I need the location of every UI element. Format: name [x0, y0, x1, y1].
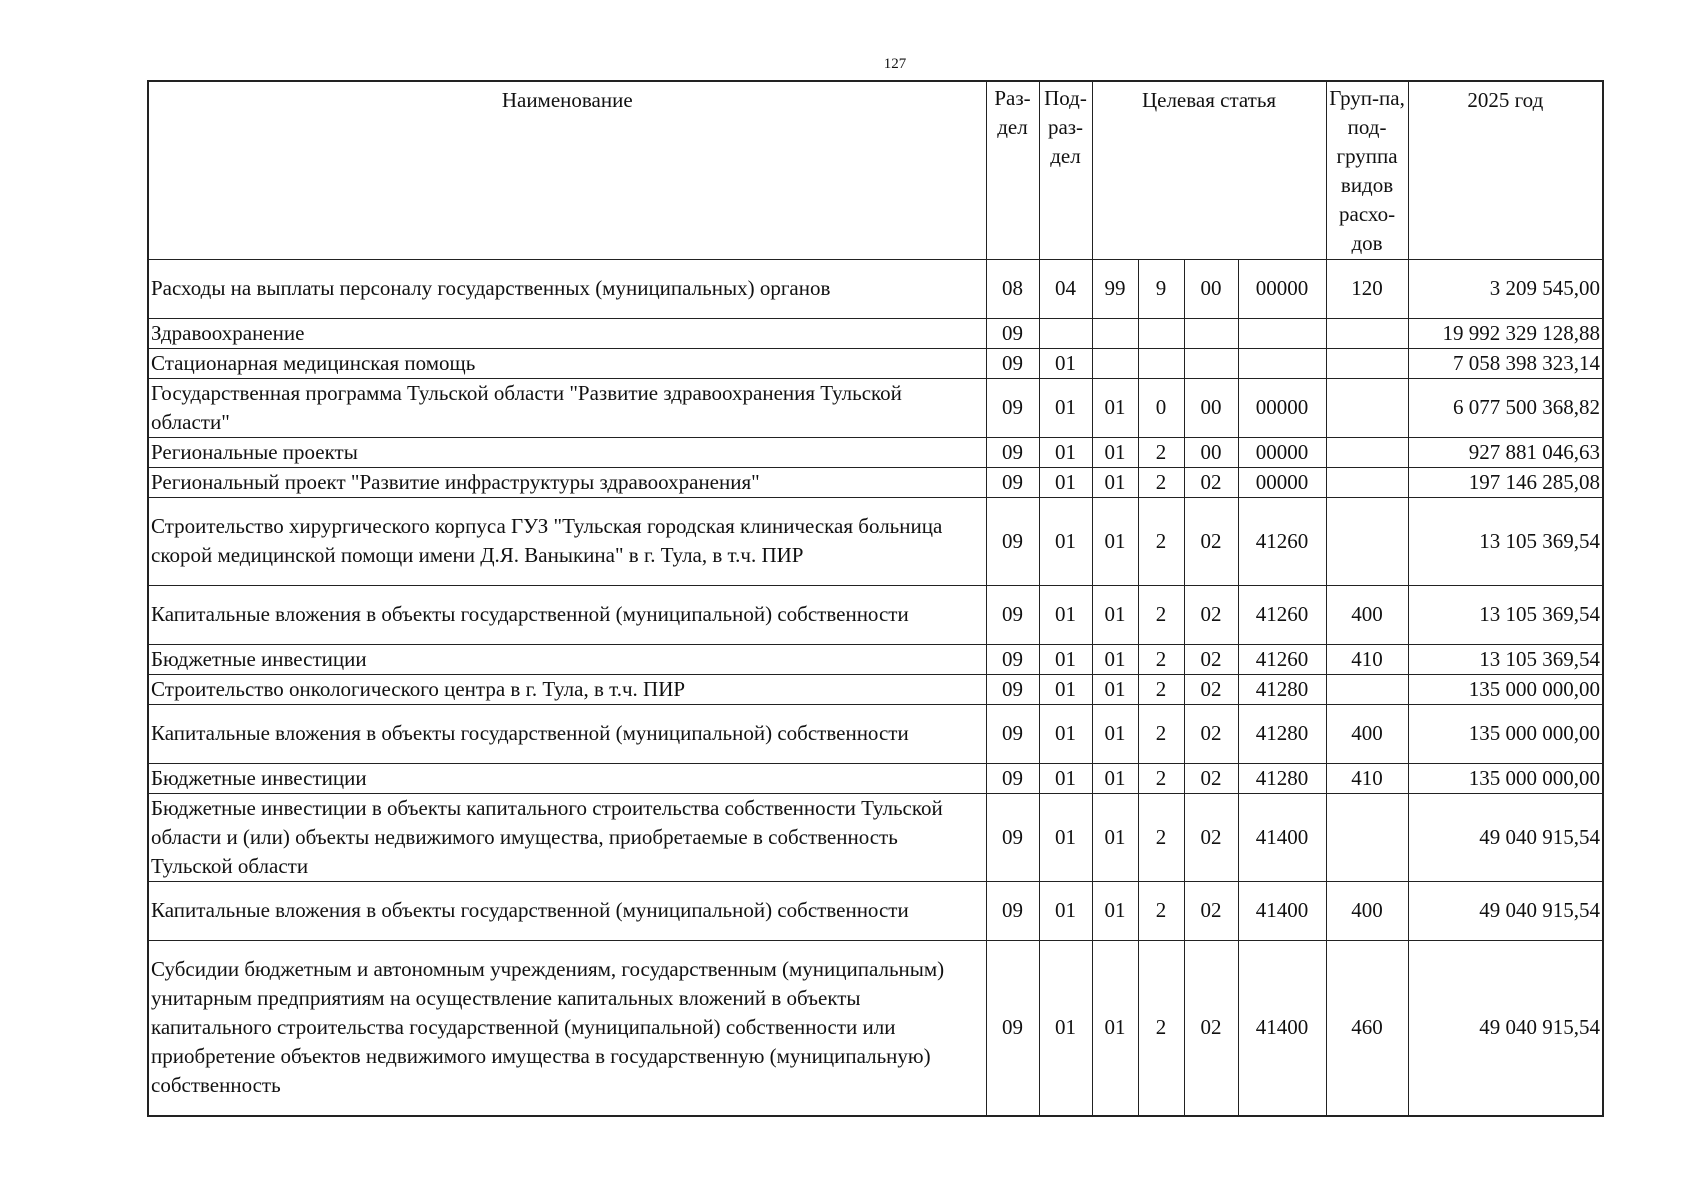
row-target-2: 2 [1138, 704, 1184, 763]
row-target-3: 02 [1184, 674, 1238, 704]
row-target-3: 02 [1184, 763, 1238, 793]
row-group [1326, 437, 1408, 467]
row-name: Бюджетные инвестиции [148, 763, 986, 793]
row-podrazdel: 01 [1039, 437, 1092, 467]
row-name: Капитальные вложения в объекты государственной (муниципальной) собственности [148, 881, 986, 940]
row-amount: 135 000 000,00 [1408, 674, 1603, 704]
header-podrazdel: Под-раз-дел [1039, 81, 1092, 259]
table-row [148, 467, 1603, 497]
table-row [148, 318, 1603, 348]
row-amount: 3 209 545,00 [1408, 259, 1603, 318]
row-target-3: 00 [1184, 378, 1238, 437]
header-target-article: Целевая статья [1092, 81, 1326, 259]
row-podrazdel: 01 [1039, 378, 1092, 437]
row-razdel: 09 [986, 674, 1039, 704]
row-target-2: 2 [1138, 793, 1184, 881]
table-row [148, 704, 1603, 763]
row-target-4: 41260 [1238, 585, 1326, 644]
table-row [148, 259, 1603, 318]
row-name: Здравоохранение [148, 318, 986, 348]
row-target-3: 02 [1184, 940, 1238, 1116]
row-group [1326, 378, 1408, 437]
row-amount: 7 058 398 323,14 [1408, 348, 1603, 378]
row-podrazdel: 01 [1039, 467, 1092, 497]
table-row [148, 881, 1603, 940]
row-name: Строительство хирургического корпуса ГУЗ "Тульская городская клиническая больница скорой медицинской помощи имени Д.Я. Ваныкина" в г. Тула, в т.ч. ПИР [148, 497, 986, 585]
table-row [148, 497, 1603, 585]
row-podrazdel: 01 [1039, 763, 1092, 793]
row-group: 460 [1326, 940, 1408, 1116]
row-target-4: 41260 [1238, 497, 1326, 585]
row-target-3: 02 [1184, 467, 1238, 497]
row-target-2 [1138, 318, 1184, 348]
row-group [1326, 793, 1408, 881]
row-podrazdel: 01 [1039, 793, 1092, 881]
page-number: 127 [883, 56, 907, 72]
table-row [148, 644, 1603, 674]
row-target-1: 01 [1092, 467, 1138, 497]
row-amount: 13 105 369,54 [1408, 644, 1603, 674]
row-name: Расходы на выплаты персоналу государственных (муниципальных) органов [148, 259, 986, 318]
row-razdel: 09 [986, 793, 1039, 881]
row-podrazdel: 01 [1039, 881, 1092, 940]
row-podrazdel: 01 [1039, 644, 1092, 674]
row-target-2: 2 [1138, 467, 1184, 497]
row-name: Субсидии бюджетным и автономным учреждениям, государственным (муниципальным) унитарным предприятиям на осуществление капитальных вложений в объекты капитального строительства государственной (муниципальной) собственности или приобретение объектов недвижимого имущества в государственную (муниципальную) собственность [148, 940, 986, 1116]
row-name: Строительство онкологического центра в г. Тула, в т.ч. ПИР [148, 674, 986, 704]
row-target-3: 02 [1184, 793, 1238, 881]
header-year: 2025 год [1408, 81, 1603, 259]
row-podrazdel: 01 [1039, 497, 1092, 585]
row-target-2: 2 [1138, 644, 1184, 674]
row-target-4: 00000 [1238, 259, 1326, 318]
row-target-4: 00000 [1238, 378, 1326, 437]
row-target-3: 02 [1184, 585, 1238, 644]
row-group: 400 [1326, 881, 1408, 940]
row-amount: 6 077 500 368,82 [1408, 378, 1603, 437]
row-amount: 49 040 915,54 [1408, 881, 1603, 940]
row-razdel: 09 [986, 644, 1039, 674]
row-podrazdel [1039, 318, 1092, 348]
row-name: Региональный проект "Развитие инфраструктуры здравоохранения" [148, 467, 986, 497]
row-target-1: 01 [1092, 644, 1138, 674]
row-target-3: 02 [1184, 704, 1238, 763]
row-target-4: 41400 [1238, 881, 1326, 940]
row-razdel: 09 [986, 348, 1039, 378]
row-target-4: 41280 [1238, 674, 1326, 704]
row-target-3: 00 [1184, 259, 1238, 318]
row-razdel: 09 [986, 437, 1039, 467]
row-razdel: 09 [986, 467, 1039, 497]
row-target-1: 01 [1092, 437, 1138, 467]
row-target-1: 99 [1092, 259, 1138, 318]
row-razdel: 08 [986, 259, 1039, 318]
header-row [148, 81, 1603, 259]
row-razdel: 09 [986, 378, 1039, 437]
row-name: Государственная программа Тульской области "Развитие здравоохранения Тульской области" [148, 378, 986, 437]
row-razdel: 09 [986, 318, 1039, 348]
row-amount: 135 000 000,00 [1408, 763, 1603, 793]
row-target-1: 01 [1092, 763, 1138, 793]
row-amount: 13 105 369,54 [1408, 497, 1603, 585]
row-target-2: 2 [1138, 763, 1184, 793]
row-name: Капитальные вложения в объекты государственной (муниципальной) собственности [148, 704, 986, 763]
row-group: 120 [1326, 259, 1408, 318]
row-target-4: 41280 [1238, 704, 1326, 763]
row-name: Капитальные вложения в объекты государственной (муниципальной) собственности [148, 585, 986, 644]
row-target-4: 41260 [1238, 644, 1326, 674]
row-razdel: 09 [986, 881, 1039, 940]
row-razdel: 09 [986, 585, 1039, 644]
header-razdel: Раз-дел [986, 81, 1039, 259]
table-row [148, 437, 1603, 467]
row-target-2: 2 [1138, 497, 1184, 585]
row-podrazdel: 04 [1039, 259, 1092, 318]
row-amount: 197 146 285,08 [1408, 467, 1603, 497]
row-target-4: 00000 [1238, 467, 1326, 497]
row-target-4: 41400 [1238, 793, 1326, 881]
row-target-1: 01 [1092, 674, 1138, 704]
row-name: Бюджетные инвестиции [148, 644, 986, 674]
table-row [148, 763, 1603, 793]
row-target-2: 2 [1138, 881, 1184, 940]
budget-table [147, 80, 1604, 1117]
row-amount: 49 040 915,54 [1408, 940, 1603, 1116]
row-group: 410 [1326, 644, 1408, 674]
row-podrazdel: 01 [1039, 674, 1092, 704]
row-target-3: 00 [1184, 437, 1238, 467]
row-target-2: 2 [1138, 585, 1184, 644]
row-target-1 [1092, 318, 1138, 348]
row-target-1: 01 [1092, 585, 1138, 644]
row-razdel: 09 [986, 704, 1039, 763]
row-target-3 [1184, 318, 1238, 348]
row-amount: 19 992 329 128,88 [1408, 318, 1603, 348]
row-target-4: 41400 [1238, 940, 1326, 1116]
row-group [1326, 497, 1408, 585]
row-target-4: 41280 [1238, 763, 1326, 793]
row-target-1 [1092, 348, 1138, 378]
row-podrazdel: 01 [1039, 940, 1092, 1116]
row-target-4: 00000 [1238, 437, 1326, 467]
row-target-4 [1238, 318, 1326, 348]
table-row [148, 793, 1603, 881]
row-razdel: 09 [986, 763, 1039, 793]
row-group: 410 [1326, 763, 1408, 793]
row-podrazdel: 01 [1039, 704, 1092, 763]
table-row [148, 378, 1603, 437]
row-group [1326, 467, 1408, 497]
header-group: Груп-па, под-группа видов расхо-дов [1326, 81, 1408, 259]
row-razdel: 09 [986, 497, 1039, 585]
row-target-1: 01 [1092, 793, 1138, 881]
row-target-2: 2 [1138, 437, 1184, 467]
row-group: 400 [1326, 704, 1408, 763]
row-target-3: 02 [1184, 881, 1238, 940]
row-name: Региональные проекты [148, 437, 986, 467]
table-row [148, 940, 1603, 1116]
row-name: Стационарная медицинская помощь [148, 348, 986, 378]
row-podrazdel: 01 [1039, 348, 1092, 378]
row-group [1326, 348, 1408, 378]
table-row [148, 348, 1603, 378]
table-row [148, 585, 1603, 644]
row-group [1326, 674, 1408, 704]
row-target-3: 02 [1184, 644, 1238, 674]
row-group [1326, 318, 1408, 348]
row-target-3 [1184, 348, 1238, 378]
row-target-4 [1238, 348, 1326, 378]
row-target-1: 01 [1092, 378, 1138, 437]
row-amount: 49 040 915,54 [1408, 793, 1603, 881]
row-group: 400 [1326, 585, 1408, 644]
row-razdel: 09 [986, 940, 1039, 1116]
row-target-2: 2 [1138, 674, 1184, 704]
header-name: Наименование [148, 81, 986, 259]
row-target-1: 01 [1092, 940, 1138, 1116]
row-target-3: 02 [1184, 497, 1238, 585]
row-target-2: 2 [1138, 940, 1184, 1116]
row-amount: 927 881 046,63 [1408, 437, 1603, 467]
row-name: Бюджетные инвестиции в объекты капитального строительства собственности Тульской области и (или) объекты недвижимого имущества, приобретаемые в собственность Тульской области [148, 793, 986, 881]
row-podrazdel: 01 [1039, 585, 1092, 644]
row-amount: 135 000 000,00 [1408, 704, 1603, 763]
row-target-1: 01 [1092, 881, 1138, 940]
row-target-2: 0 [1138, 378, 1184, 437]
row-target-2: 9 [1138, 259, 1184, 318]
row-target-1: 01 [1092, 497, 1138, 585]
row-target-1: 01 [1092, 704, 1138, 763]
row-target-2 [1138, 348, 1184, 378]
row-amount: 13 105 369,54 [1408, 585, 1603, 644]
table-row [148, 674, 1603, 704]
